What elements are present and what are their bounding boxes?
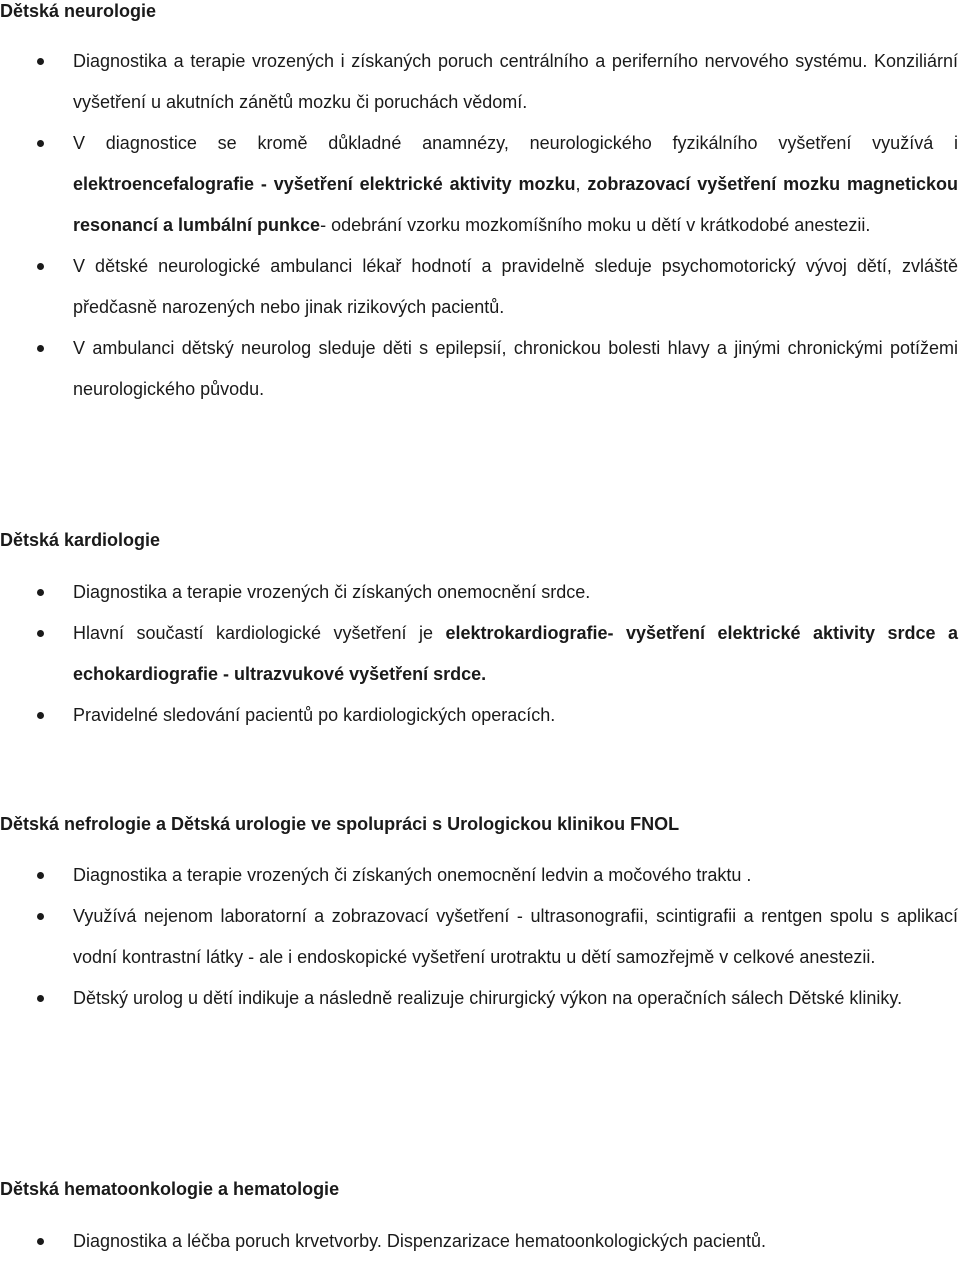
item-text: V diagnostice se kromě důkladné anamnézy, neurologického fyzikálního vyšetření využívá i [73,133,958,153]
section-heading: Dětská nefrologie a Dětská urologie ve spolupráci s Urologickou klinikou FNOL [0,814,680,834]
list-item [0,695,960,736]
bullet-icon [37,630,44,637]
item-text: Hlavní součastí kardiologické vyšetření je [73,623,446,643]
item-text: V dětské neurologické ambulanci lékař hodnotí a pravidelně sleduje psychomotorický vývoj dětí, zvláště předčasně narozených nebo jinak rizikových pacientů. [73,256,958,317]
bullet-list [0,41,960,410]
list-item [0,1221,960,1262]
bullet-icon [37,913,44,920]
bullet-list [0,855,960,1019]
item-text-bold: zobrazovací vyšetření mozku magnetickou resonancí a lumbální punkce [73,174,958,235]
item-text: Diagnostika a terapie vrozených i získaných poruch centrálního a periferního nervového systému. Konziliární vyšetření u akutních zánětů mozku či poruchách vědomí. [73,51,958,112]
list-item [0,41,960,123]
item-text-bold: elektroencefalografie - vyšetření elektrické aktivity mozku [73,174,576,194]
section-heading: Dětská neurologie [0,1,157,21]
list-item [0,246,960,328]
bullet-list [0,1221,960,1262]
bullet-icon [37,712,44,719]
item-text: Dětský urolog u dětí indikuje a následně realizuje chirurgický výkon na operačních sálech Dětské kliniky. [73,988,903,1008]
bullet-icon [37,995,44,1002]
list-item [0,572,960,613]
list-item [0,613,960,695]
item-text: Diagnostika a léčba poruch krvetvorby. Dispenzarizace hematoonkologických pacientů. [73,1231,767,1251]
item-text-bold: elektrokardiografie- vyšetření elektrické aktivity srdce a echokardiografie - ultrazvukové vyšetření srdce. [73,623,958,684]
item-text: , [575,174,588,194]
item-text: Diagnostika a terapie vrozených či získaných onemocnění srdce. [73,582,591,602]
item-text: Diagnostika a terapie vrozených či získaných onemocnění ledvin a močového traktu . [73,865,752,885]
bullet-icon [37,263,44,270]
bullet-icon [37,58,44,65]
bullet-icon [37,140,44,147]
section-heading: Dětská hematoonkologie a hematologie [0,1179,340,1199]
list-item [0,978,960,1019]
item-text: - odebrání vzorku mozkomíšního moku u dětí v krátkodobé anestezii. [320,215,871,235]
bullet-icon [37,872,44,879]
bullet-icon [37,589,44,596]
bullet-list [0,572,960,736]
section-heading: Dětská kardiologie [0,530,161,550]
bullet-icon [37,1238,44,1245]
list-item [0,123,960,246]
item-text: Pravidelné sledování pacientů po kardiologických operacích. [73,705,556,725]
bullet-icon [37,345,44,352]
list-item [0,328,960,410]
list-item [0,855,960,896]
item-text: Využívá nejenom laboratorní a zobrazovací vyšetření - ultrasonografii, scintigrafii a rentgen spolu s aplikací vodní kontrastní látky - ale i endoskopické vyšetření urotraktu u dětí samozřejmě v celkové anestezii. [73,906,958,967]
item-text: V ambulanci dětský neurolog sleduje děti s epilepsií, chronickou bolesti hlavy a jinými chronickými potížemi neurologického původu. [73,338,958,399]
list-item [0,896,960,978]
